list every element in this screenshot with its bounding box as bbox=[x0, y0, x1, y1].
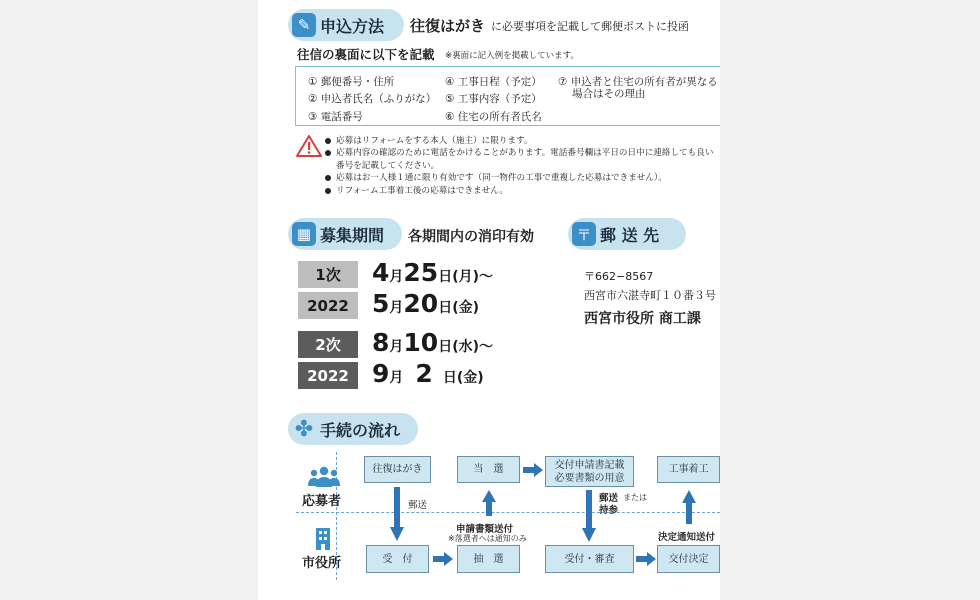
calendar-icon: ▦ bbox=[292, 222, 316, 246]
application-method-lead: 往復はがき bbox=[410, 17, 486, 35]
arrow-right-top bbox=[523, 463, 543, 477]
required-item: ⑤ 工事内容（予定） bbox=[445, 93, 542, 105]
label-bring: 持参 bbox=[599, 505, 619, 516]
round-1-start-date: 4月25日(月)〜 bbox=[372, 258, 493, 287]
office-address: 西宮市六湛寺町１０番３号 bbox=[584, 289, 716, 302]
step-prepare-docs-line1: 交付申請書記載 bbox=[554, 459, 625, 471]
round-2-badge: 2次 bbox=[298, 331, 358, 358]
round-1-end-date: 5月20日(金) bbox=[372, 289, 479, 318]
document-page bbox=[258, 0, 720, 600]
arrow-down-mail bbox=[390, 487, 404, 541]
mail-to-title: 郵 送 先 bbox=[600, 225, 660, 245]
application-method-desc: に必要事項を記載して郵便ポストに投函 bbox=[491, 20, 689, 33]
actor-applicant: 応募者 bbox=[302, 494, 342, 509]
label-decision-notice: 決定通知送付 bbox=[658, 532, 716, 543]
step-prepare-docs-line2: 必要書類の用意 bbox=[554, 472, 625, 484]
recruitment-period-subtitle: 各期間内の消印有効 bbox=[408, 229, 534, 245]
label-mail-2: 郵送 bbox=[599, 493, 619, 504]
step-review: 受付・審査 bbox=[545, 545, 634, 573]
recruitment-period-pill bbox=[288, 218, 402, 250]
procedure-flow-title: 手続の流れ bbox=[320, 420, 401, 440]
required-item: ⑥ 住宅の所有者氏名 bbox=[445, 111, 542, 123]
required-item: ③ 電話番号 bbox=[308, 111, 363, 123]
application-method-title: 申込方法 bbox=[320, 16, 385, 36]
step-grant-decision: 交付決定 bbox=[657, 545, 720, 573]
label-or: または bbox=[623, 493, 647, 502]
note-item-continued: 番号を記載してください。 bbox=[336, 160, 440, 171]
step-win: 当 選 bbox=[457, 456, 520, 483]
note-item: 応募はリフォームをする本人（施主）に限ります。 bbox=[324, 135, 720, 147]
recruitment-period-title: 募集期間 bbox=[320, 225, 385, 245]
arrow-up-notify bbox=[482, 490, 496, 516]
back-side-note: ※裏面に記入例を掲載しています。 bbox=[445, 51, 579, 61]
notes-list bbox=[324, 135, 720, 197]
required-item: ⑦ 申込者と住宅の所有者が異なる bbox=[558, 76, 718, 88]
round-2-year: 2022 bbox=[298, 362, 358, 389]
round-2-start-date: 8月10日(水)〜 bbox=[372, 328, 493, 357]
round-2-end-date: 9月 2 日(金) bbox=[372, 359, 484, 388]
clover-icon: ✤ bbox=[294, 416, 314, 442]
note-item: 応募はお一人様１通に限り有効です（同一物件の工事で重複した応募はできません）。 bbox=[324, 172, 720, 184]
note-item: リフォーム工事着工後の応募はできません。 bbox=[324, 185, 720, 197]
application-method-pill bbox=[288, 9, 404, 41]
warning-icon bbox=[296, 135, 322, 157]
step-lottery: 抽 選 bbox=[457, 545, 520, 573]
pencil-icon: ✎ bbox=[292, 13, 316, 37]
note-item: 応募内容の確認のために電話をかけることがあります。電話番号欄は平日の日中に連絡しても良い bbox=[324, 147, 720, 159]
required-item: ④ 工事日程（予定） bbox=[445, 76, 542, 88]
arrow-down-submit bbox=[582, 490, 596, 542]
mail-to-pill bbox=[568, 218, 686, 250]
required-item: 場合はその理由 bbox=[572, 88, 646, 100]
office-name: 西宮市役所 商工課 bbox=[584, 311, 701, 327]
step-receipt: 受 付 bbox=[366, 545, 429, 573]
round-1-badge: 1次 bbox=[298, 261, 358, 288]
actor-divider-horizontal bbox=[296, 512, 720, 513]
arrow-up-start bbox=[682, 490, 696, 524]
people-icon bbox=[308, 466, 340, 488]
arrow-right-bottom-2 bbox=[636, 552, 656, 566]
procedure-flow-pill bbox=[288, 413, 418, 445]
postal-code: 〒662−8567 bbox=[584, 270, 654, 283]
required-items-box bbox=[295, 66, 720, 126]
label-send-forms-note: ※落選者へは通知のみ bbox=[448, 534, 527, 543]
required-item: ② 申込者氏名（ふりがな） bbox=[308, 93, 437, 105]
building-icon bbox=[315, 526, 331, 550]
label-mail: 郵送 bbox=[408, 500, 428, 511]
step-construction-start: 工事着工 bbox=[657, 456, 720, 483]
round-1-year: 2022 bbox=[298, 292, 358, 319]
actor-city-office: 市役所 bbox=[302, 556, 342, 571]
back-side-heading: 往信の裏面に以下を記載 bbox=[297, 47, 435, 62]
step-prepare-docs bbox=[545, 456, 634, 487]
label-send-forms: 申請書類送付 bbox=[456, 524, 514, 535]
postbox-icon: 〒 bbox=[572, 222, 596, 246]
arrow-right-bottom-1 bbox=[433, 552, 453, 566]
required-item: ① 郵便番号・住所 bbox=[308, 76, 395, 88]
step-postcard: 往復はがき bbox=[364, 456, 431, 483]
